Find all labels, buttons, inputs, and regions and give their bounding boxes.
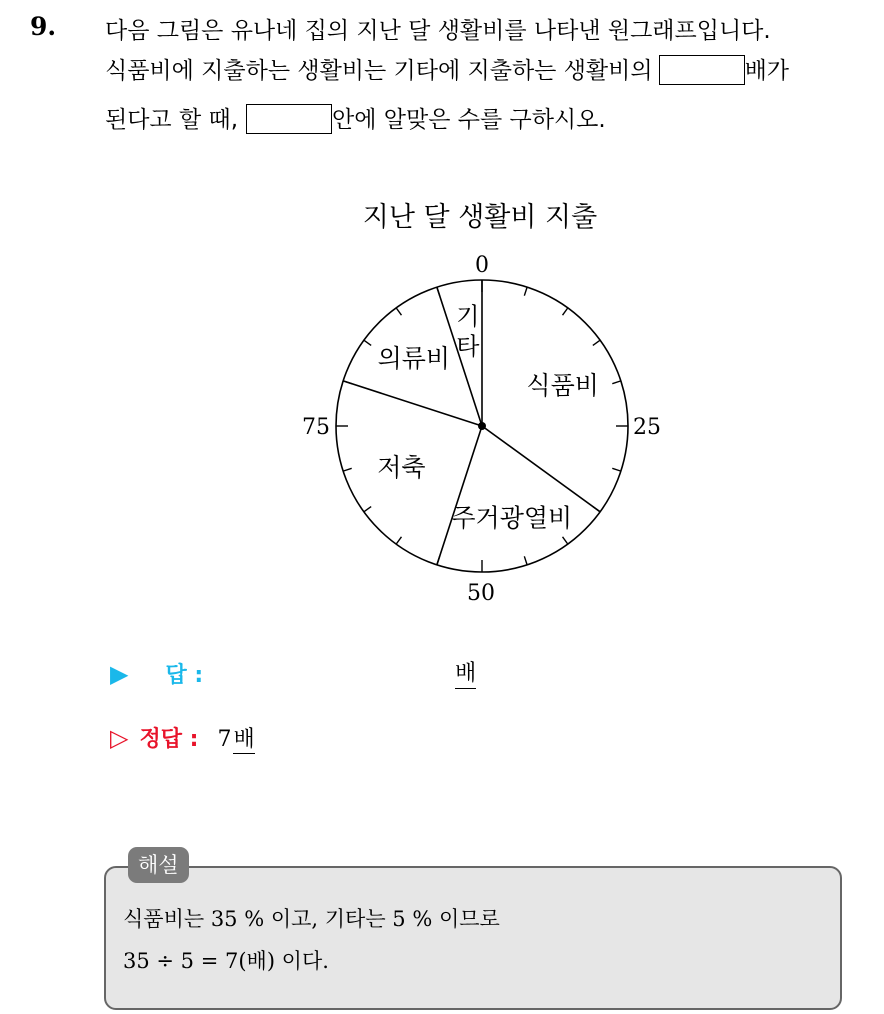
question-number: 9. bbox=[30, 12, 57, 41]
correct-answer-value: 7 bbox=[217, 727, 232, 752]
chart-title: 지난 달 생활비 지출 bbox=[362, 202, 598, 233]
pie-slice-label: 의류비 bbox=[377, 343, 451, 373]
pie-tick bbox=[396, 308, 401, 315]
pie-tick bbox=[396, 537, 401, 544]
question-line-2-suffix: 배가 bbox=[744, 58, 790, 84]
explanation-line-2: 35 ÷ 5 = 7(배) 이다. bbox=[123, 949, 329, 973]
pie-slice-divider bbox=[343, 381, 482, 426]
pie-tick bbox=[524, 556, 527, 565]
question-line-3-text: 된다고 할 때, bbox=[105, 107, 239, 133]
pie-tick bbox=[364, 340, 371, 345]
scale-label-75: 75 bbox=[302, 415, 330, 440]
pie-tick bbox=[364, 507, 371, 512]
pie-tick bbox=[563, 537, 568, 544]
answer-triangle-icon: ▶ bbox=[110, 660, 129, 688]
answer-label: 답 : bbox=[165, 663, 204, 688]
explanation-box bbox=[104, 866, 842, 1010]
pie-slice-divider bbox=[482, 426, 600, 512]
pie-slice-label: 저축 bbox=[377, 453, 426, 483]
correct-answer-unit: 배 bbox=[233, 727, 255, 752]
pie-tick bbox=[593, 340, 600, 345]
pie-tick bbox=[563, 308, 568, 315]
scale-label-25: 25 bbox=[633, 415, 661, 440]
question-line-3-suffix: 안에 알맞은 수를 구하시오. bbox=[332, 107, 606, 133]
correct-answer-row bbox=[110, 722, 255, 753]
correct-answer-triangle-icon: ▷ bbox=[110, 724, 129, 752]
explanation-line-1: 식품비는 35 % 이고, 기타는 5 % 이므로 bbox=[123, 907, 500, 931]
correct-answer-label: 정답 : bbox=[139, 727, 199, 752]
pie-tick bbox=[524, 287, 527, 296]
question-line-1: 다음 그림은 유나네 집의 지난 달 생활비를 나타낸 원그래프입니다. bbox=[105, 18, 771, 44]
pie-slice-divider bbox=[437, 426, 482, 565]
pie-slice-label-char: 기 bbox=[456, 302, 480, 331]
pie-slice-label: 주거광열비 bbox=[451, 503, 573, 533]
pie-center-dot bbox=[478, 422, 486, 430]
question-line-2-text: 식품비에 지출하는 생활비는 기타에 지출하는 생활비의 bbox=[105, 58, 653, 84]
answer-unit: 배 bbox=[455, 656, 476, 689]
explanation-tag: 해설 bbox=[128, 847, 189, 883]
pie-tick bbox=[343, 468, 352, 471]
pie-slice-label-char: 타 bbox=[456, 332, 480, 361]
pie-tick bbox=[612, 468, 621, 471]
scale-label-50: 50 bbox=[467, 581, 495, 606]
pie-tick bbox=[612, 381, 621, 384]
pie-slice-labels bbox=[377, 303, 599, 533]
pie-slice-label: 식품비 bbox=[526, 370, 599, 400]
answer-row bbox=[110, 658, 203, 689]
scale-label-0: 0 bbox=[475, 253, 489, 278]
